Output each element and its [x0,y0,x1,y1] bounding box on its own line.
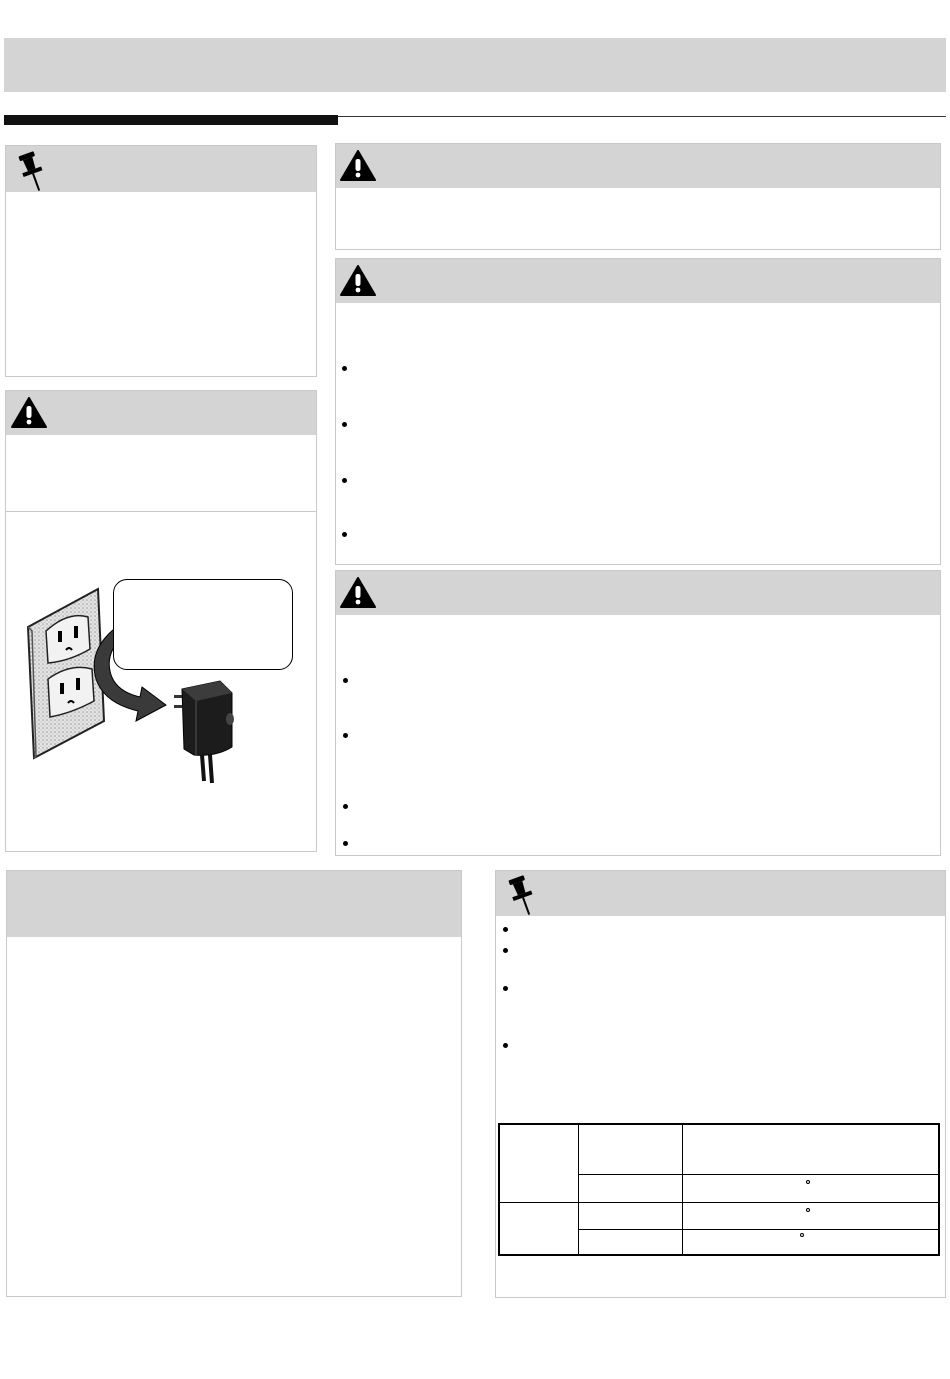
caution-panel-top [335,143,941,250]
list-item [336,671,936,691]
table-cell [579,1202,683,1229]
list-item [496,1037,942,1055]
warning-panel-middle-header [336,259,940,303]
list-item [336,415,936,435]
bullet-dot [343,804,348,809]
bullet-dot [342,478,347,483]
bullet-dot [342,366,347,371]
spec-table [498,1123,940,1256]
bottom-left-panel-header [7,871,461,937]
table-cell [579,1229,683,1255]
note-panel-bottom-right [495,870,946,1298]
section-rule [338,116,946,117]
bullet-dot [343,733,348,738]
list-item [336,359,936,379]
table-cell-temperature [682,1174,939,1202]
table-row [499,1124,939,1174]
unplug-callout [113,579,293,670]
list-item [336,726,936,746]
table-cell-temperature [682,1202,939,1229]
pushpin-icon [504,874,538,918]
bullet-dot [503,948,508,953]
degree-symbol [806,1180,810,1184]
bullet-dot [343,841,348,846]
bottom-left-panel [6,870,462,1297]
page-header-band [4,38,946,92]
list-item [336,797,936,817]
bullet-dot [503,1043,508,1048]
bullet-dot [343,678,348,683]
table-cell [579,1124,683,1174]
warning-panel-header [6,391,316,435]
caution-panel-header [336,144,940,188]
pushpin-icon [14,150,48,194]
note-panel-top-left [5,145,317,377]
warning-icon [340,265,376,297]
bullet-dot [503,986,508,991]
degree-symbol [800,1233,804,1237]
table-cell-temperature [682,1229,939,1255]
bullet-dot [503,927,508,932]
table-cell [682,1124,939,1174]
warning-panel-middle [335,258,941,565]
list-item [336,525,936,545]
table-cell [579,1174,683,1202]
warning-panel-bottom-header [336,571,940,615]
degree-symbol [806,1208,810,1212]
list-item [496,921,942,939]
warning-icon [340,577,376,609]
bullet-dot [342,422,347,427]
section-bar [4,115,338,125]
table-row [499,1202,939,1229]
bullet-dot [342,532,347,537]
note-panel-bottom-header [496,871,945,916]
warning-panel-bottom [335,570,941,856]
list-item [336,471,936,491]
table-cell [499,1124,579,1202]
warning-panel-unplug [5,390,317,852]
note-panel-header [6,146,316,192]
list-item [496,980,942,998]
warning-icon [340,150,376,182]
warning-icon [11,397,47,429]
table-cell [499,1202,579,1255]
warning-panel-divider [6,511,316,512]
list-item [336,834,936,854]
list-item [496,942,942,960]
